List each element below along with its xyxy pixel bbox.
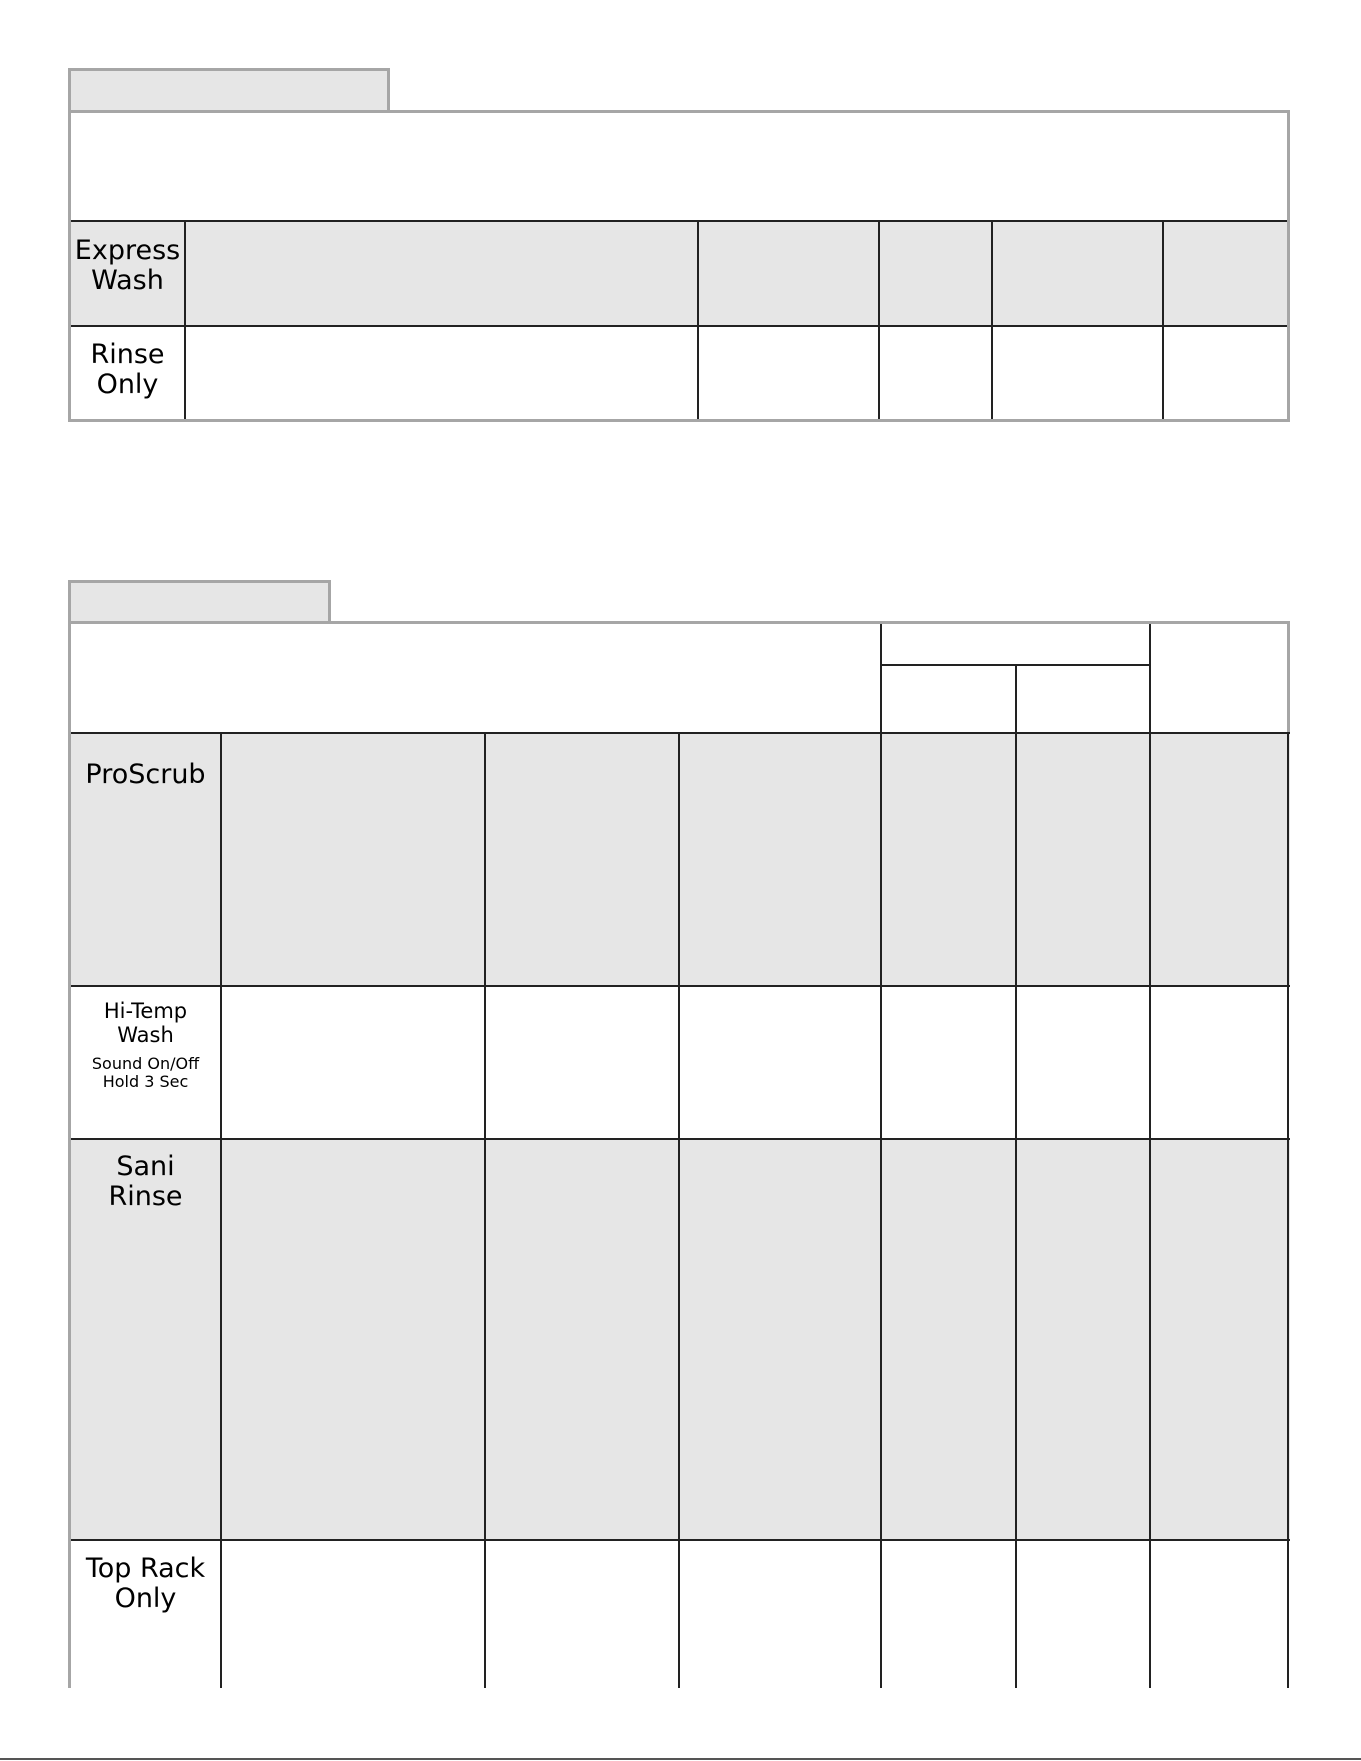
cycle-label-proscrub: ProScrub: [85, 759, 206, 790]
section1-tab: [68, 68, 390, 112]
section1-col-rule: [184, 221, 186, 419]
section2-col-rule: [1015, 733, 1017, 1688]
section1-col-rule: [991, 221, 993, 419]
section2-col-rule: [678, 733, 680, 1688]
section2-header-rule: [71, 732, 1290, 734]
section2-col-rule: [1287, 733, 1289, 1688]
section2-col-rule: [1149, 733, 1151, 1688]
section2-row-rule: [71, 985, 1290, 987]
section1-col-rule: [878, 221, 880, 419]
section2-header-col-rule: [1015, 665, 1017, 733]
section2-frame-top: [68, 621, 1290, 624]
cycle-label-hi-temp-wash-group: [71, 1000, 220, 1092]
section2-row-proscrub: [71, 733, 1290, 985]
section1-header-rule: [71, 220, 1287, 222]
section2-col-rule: [880, 733, 882, 1688]
section2-row-rule: [71, 1539, 1290, 1541]
section2-col-rule: [220, 733, 222, 1688]
hi-temp-sound-note: Sound On/Off Hold 3 Sec: [91, 1054, 200, 1092]
section2-frame-right: [1287, 621, 1290, 733]
page-bottom-rule: [0, 1758, 1361, 1760]
section1-row-express-wash: [71, 221, 1287, 326]
cycle-label-express-wash: Express Wash: [74, 235, 181, 296]
section2-row-sani-rinse: [71, 1138, 1290, 1539]
cycle-label-rinse-only: Rinse Only: [90, 339, 165, 400]
section1-row-rule: [71, 325, 1287, 327]
section2-col-rule: [484, 733, 486, 1688]
section2-row-rule: [71, 1138, 1290, 1140]
section1-col-rule: [1162, 221, 1164, 419]
section2-header-col-rule: [880, 624, 882, 733]
cycle-label-sani-rinse: Sani Rinse: [108, 1151, 183, 1212]
cycle-label-top-rack-only: Top Rack Only: [85, 1553, 206, 1614]
section1-col-rule: [697, 221, 699, 419]
section2-header-col-rule: [1149, 624, 1151, 733]
cycle-label-hi-temp-wash: Hi-Temp Wash: [103, 999, 188, 1047]
section2-tab: [68, 580, 331, 624]
